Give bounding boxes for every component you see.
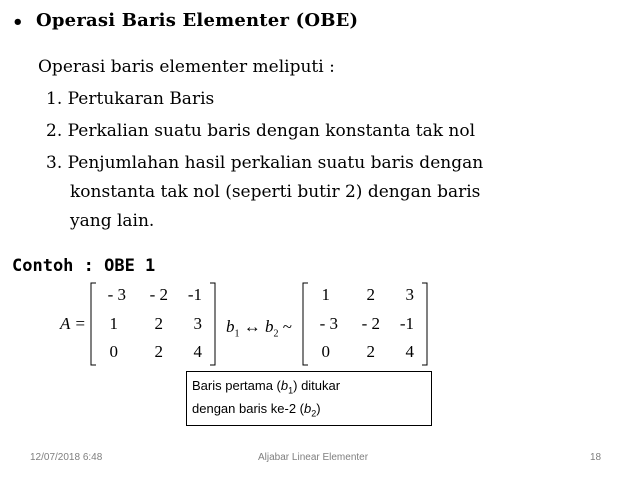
note-sub: 1 — [288, 385, 294, 396]
op-b1: b — [226, 317, 235, 336]
op-b1-sub: 1 — [234, 328, 240, 340]
list-item-3-cont-2: yang lain. — [70, 211, 155, 231]
matrix-a-cell: 3 — [193, 314, 202, 333]
matrix-b-cell: - 2 — [361, 314, 380, 333]
matrix-a-cell: 1 — [109, 314, 118, 333]
matrix-a-label: A = — [60, 314, 86, 333]
matrix-a-cell: 0 — [109, 342, 118, 361]
op-b2-sub: 2 — [273, 328, 279, 340]
matrix-a — [88, 281, 218, 367]
list-item-3-cont-1: konstanta tak nol (seperti butir 2) dengan baris — [70, 182, 481, 202]
swap-arrow-icon: ↔ — [243, 317, 261, 336]
note-text: ) ditukar — [293, 378, 341, 393]
note-text: dengan baris ke-2 ( — [192, 400, 305, 416]
footer-date: 12/07/2018 6:48 — [30, 452, 103, 463]
list-item-3: 3. Penjumlahan hasil perkalian suatu baris dengan — [46, 153, 484, 173]
list-item-2: 2. Perkalian suatu baris dengan konstanta tak nol — [46, 121, 476, 141]
matrix-b-cell: 0 — [321, 342, 330, 361]
bullet-marker: • — [12, 12, 24, 33]
example-label: Contoh : OBE 1 — [12, 256, 156, 276]
matrix-a-cell: 4 — [193, 342, 202, 361]
note-text: Baris pertama ( — [192, 378, 281, 393]
matrix-b-cell: 4 — [405, 342, 414, 361]
note-line-1 — [192, 377, 426, 400]
footer-title: Aljabar Linear Elementer — [258, 452, 369, 463]
note-box — [186, 371, 432, 426]
matrix-b — [300, 281, 430, 367]
footer-page-number: 18 — [590, 452, 602, 463]
matrix-b-cell: -1 — [399, 314, 414, 333]
op-b2: b — [265, 317, 274, 336]
row-swap-operation — [226, 317, 292, 339]
note-var: b — [280, 378, 289, 393]
list-item-1: 1. Pertukaran Baris — [46, 89, 215, 109]
note-text: ) — [316, 400, 321, 416]
matrix-b-cell: 2 — [366, 285, 375, 304]
matrix-a-cell: - 2 — [149, 285, 168, 304]
matrix-b-cell: 2 — [366, 342, 375, 361]
matrix-a-cell: -1 — [187, 285, 202, 304]
matrix-b-cell: - 3 — [319, 314, 338, 333]
matrix-b-cell: 3 — [405, 285, 414, 304]
equivalence-symbol: ~ — [282, 317, 292, 336]
note-var: b — [304, 400, 312, 416]
matrix-a-cell: - 3 — [107, 285, 126, 304]
intro-text: Operasi baris elementer meliputi : — [38, 57, 335, 77]
matrix-b-cell: 1 — [321, 285, 330, 304]
matrix-a-cell: 2 — [154, 314, 163, 333]
note-sub: 2 — [311, 408, 317, 419]
matrix-a-cell: 2 — [154, 342, 163, 361]
note-line-2 — [192, 400, 426, 423]
slide-title: Operasi Baris Elementer (OBE) — [36, 10, 359, 31]
